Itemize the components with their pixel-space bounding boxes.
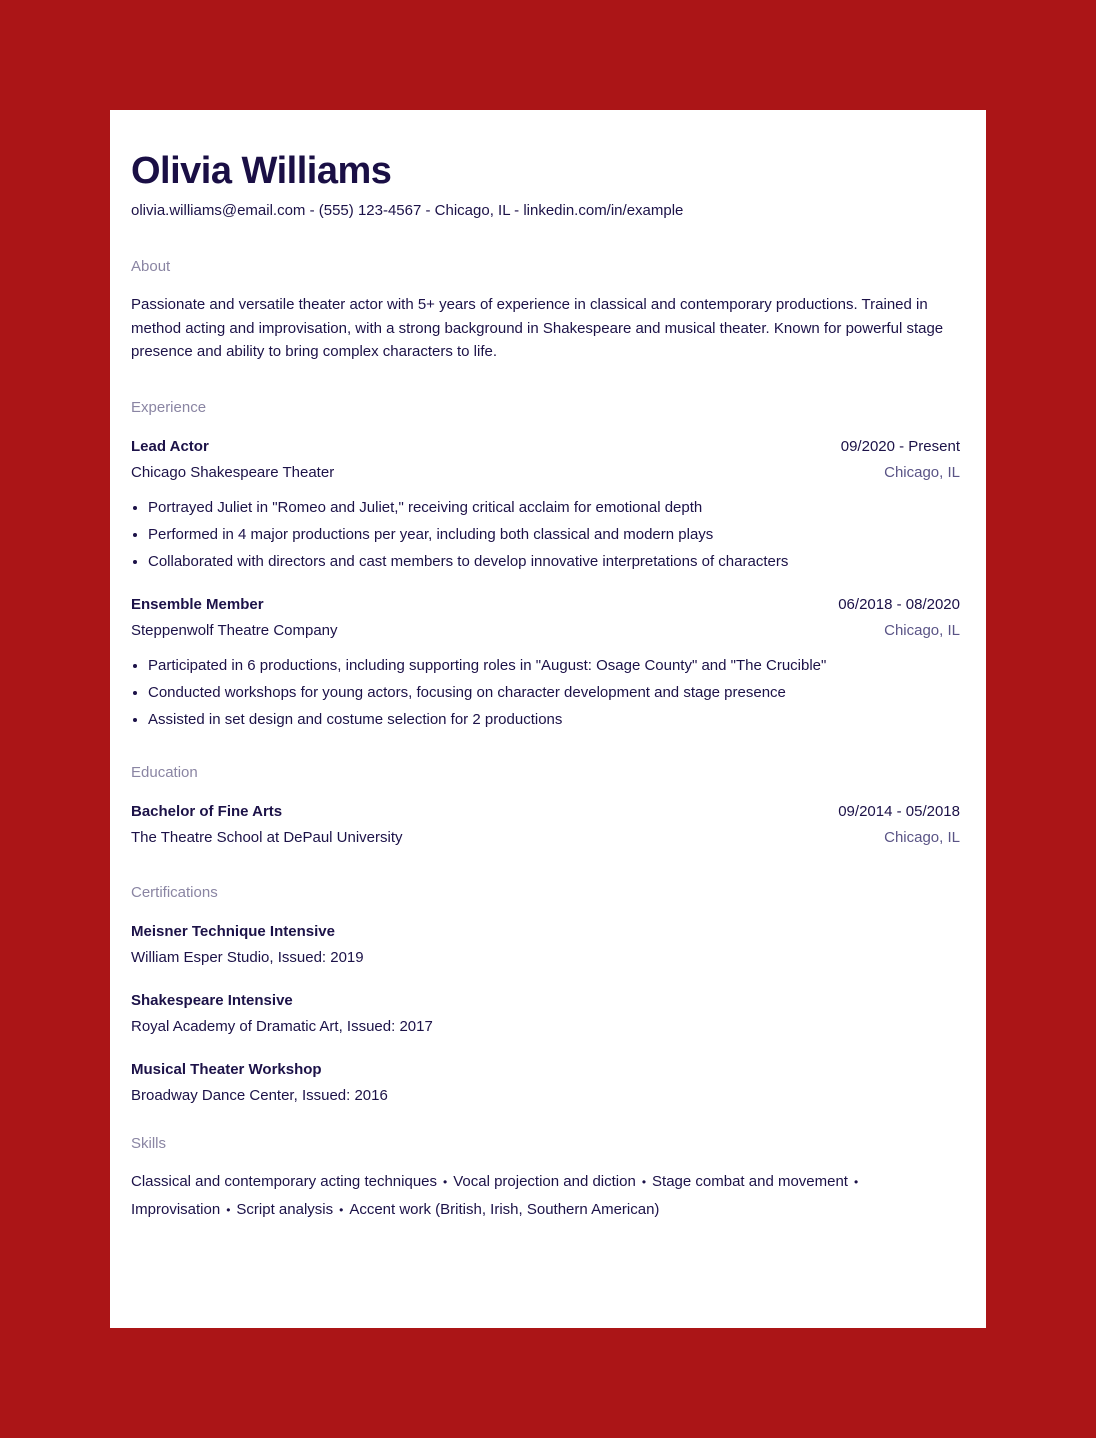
certification-name: Meisner Technique Intensive: [131, 922, 335, 940]
education-dates: 09/2014 - 05/2018: [838, 802, 960, 820]
job-bullet: • Performed in 4 major productions per year, including both classical and modern plays: [148, 521, 960, 548]
skill-separator: •: [339, 1202, 344, 1217]
certification-issued: Issued: 2019: [277, 948, 364, 966]
job-entry: [131, 592, 960, 733]
skill-separator: •: [226, 1202, 231, 1217]
certifications-heading: Certifications: [131, 883, 218, 901]
education-location: Chicago, IL: [884, 828, 960, 846]
job-location: Chicago, IL: [884, 463, 960, 481]
job-location: Chicago, IL: [884, 621, 960, 639]
skills-list: [131, 1168, 960, 1224]
job-bullets: [131, 652, 960, 733]
job-bullet: • Portrayed Juliet in "Romeo and Juliet," receiving critical acclaim for emotional depth: [148, 494, 960, 521]
education-degree: Bachelor of Fine Arts: [131, 802, 283, 820]
certification-issued: Issued: 2016: [301, 1086, 388, 1104]
job-role: Lead Actor: [131, 437, 209, 455]
skill-separator: •: [853, 1174, 859, 1189]
skill-separator: •: [641, 1174, 647, 1189]
skill-item: Classical and contemporary acting techniques: [131, 1172, 437, 1190]
skill-item: Stage combat and movement: [652, 1172, 848, 1190]
contact-line: olivia.williams@email.com - (555) 123-4567 - Chicago, IL - linkedin.com/in/example: [131, 202, 684, 219]
experience-heading: Experience: [131, 398, 207, 416]
job-company: Chicago Shakespeare Theater: [131, 463, 335, 481]
certification-name: Shakespeare Intensive: [131, 991, 293, 1009]
skill-item: Improvisation: [131, 1200, 221, 1218]
education-entry: [131, 799, 960, 851]
certification-issuer: Broadway Dance Center,: [131, 1086, 298, 1104]
skill-item: Accent work (British, Irish, Southern American): [349, 1200, 660, 1218]
job-bullet: • Conducted workshops for young actors, focusing on character development and stage presence: [148, 679, 960, 706]
skill-item: Script analysis: [236, 1200, 334, 1218]
about-text: Passionate and versatile theater actor with 5+ years of experience in classical and contemporary productions. Trained in method acting and improvisation, with a strong background in Shakespeare and musical theater. Known for powerful stage presence and ability to bring complex characters to life.: [131, 296, 944, 360]
certification-entry: [131, 988, 960, 1040]
job-bullet: • Collaborated with directors and cast members to develop innovative interpretations of characters: [148, 548, 960, 575]
certification-issuer: Royal Academy of Dramatic Art,: [131, 1017, 343, 1035]
education-school: The Theatre School at DePaul University: [131, 828, 403, 846]
skill-item: Vocal projection and diction: [453, 1172, 636, 1190]
certification-entry: [131, 1057, 960, 1109]
about-heading: About: [131, 258, 171, 275]
job-bullets: [131, 494, 960, 575]
resume-page: [110, 110, 986, 1328]
education-heading: Education: [131, 763, 198, 781]
candidate-name: Olivia Williams: [131, 150, 392, 192]
job-entry: [131, 434, 960, 575]
certification-name: Musical Theater Workshop: [131, 1060, 322, 1078]
job-dates: 06/2018 - 08/2020: [838, 595, 960, 613]
job-dates: 09/2020 - Present: [840, 437, 960, 455]
certification-issuer: William Esper Studio,: [131, 948, 274, 966]
skill-separator: •: [443, 1174, 448, 1189]
job-company: Steppenwolf Theatre Company: [131, 621, 338, 639]
skills-heading: Skills: [131, 1134, 167, 1152]
certification-entry: [131, 919, 960, 971]
certification-issued: Issued: 2017: [346, 1017, 433, 1035]
job-bullet: • Assisted in set design and costume selection for 2 productions: [148, 706, 960, 733]
job-role: Ensemble Member: [131, 595, 264, 613]
job-bullet: • Participated in 6 productions, including supporting roles in "August: Osage County" and "The Crucible": [148, 652, 960, 679]
